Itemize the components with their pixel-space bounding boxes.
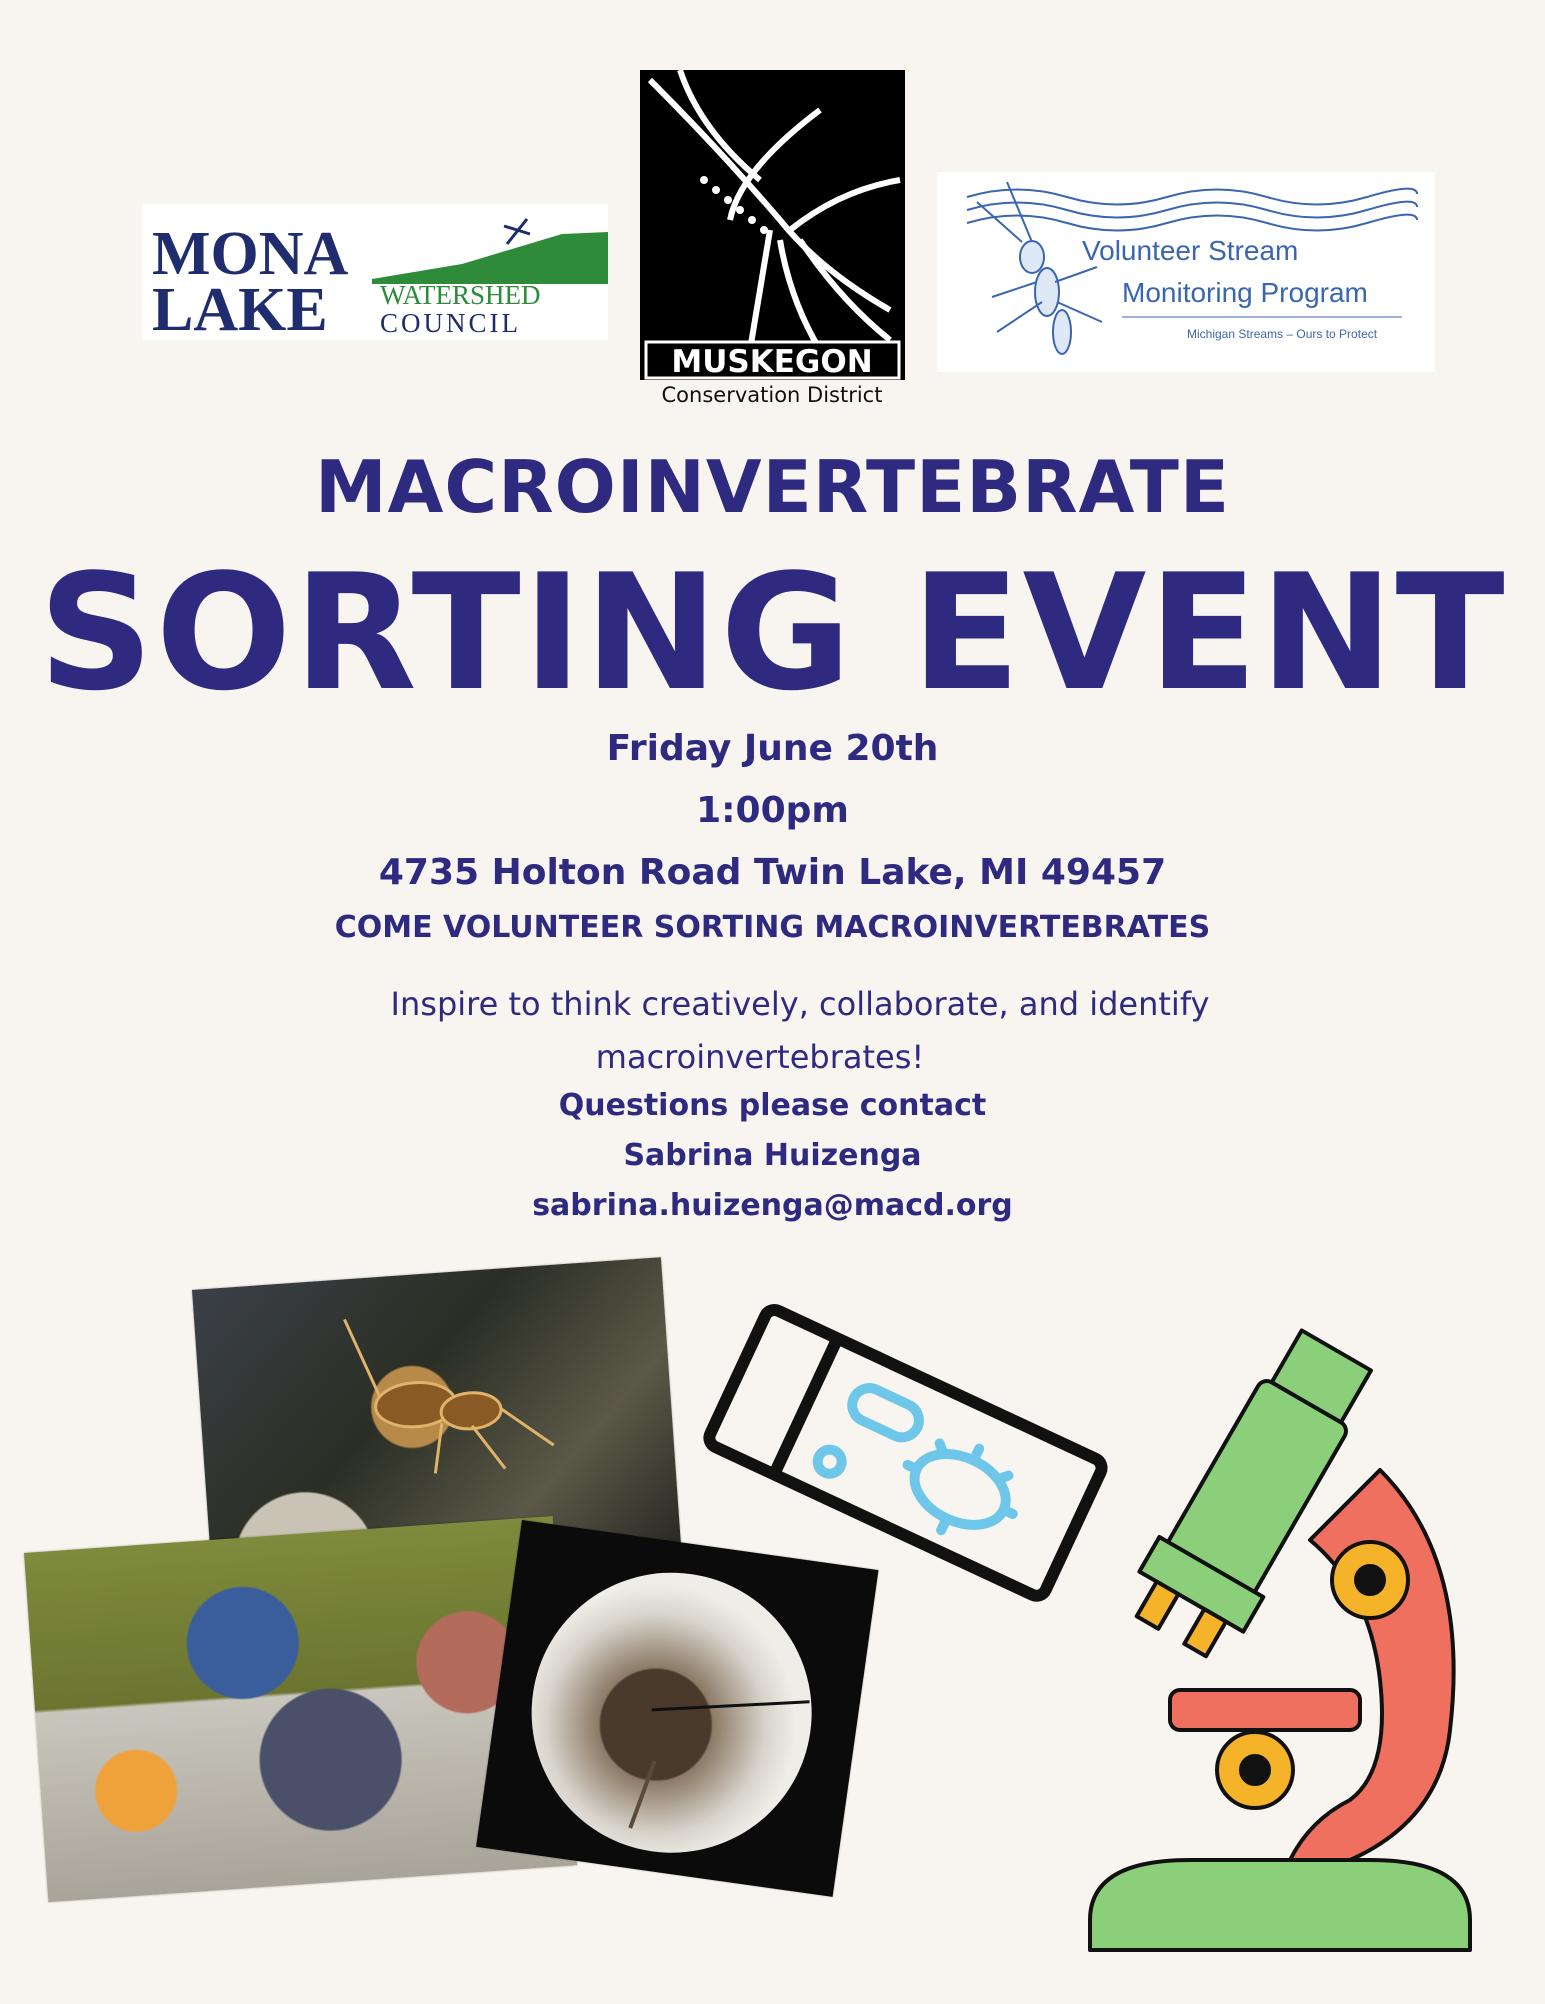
watershed-text: WATERSHED — [380, 280, 541, 310]
vsmp-logo-graphic — [937, 172, 1435, 372]
description-line1: Inspire to think creatively, collaborate, and identify — [390, 985, 1210, 1023]
mona-text: MONA — [152, 220, 349, 288]
muskegon-logo — [640, 70, 905, 406]
lake-text: LAKE — [152, 276, 328, 340]
vsmp-tagline: Michigan Streams – Ours to Protect — [1187, 327, 1378, 341]
vsmp-logo — [937, 172, 1435, 372]
vsmp-line1: Volunteer Stream — [1082, 235, 1299, 266]
call-to-action: COME VOLUNTEER SORTING MACROINVERTEBRATES — [334, 910, 1211, 945]
muskegon-name: MUSKEGON — [671, 344, 873, 380]
microscope-illustration — [1050, 1300, 1520, 2000]
council-text: COUNCIL — [380, 308, 521, 338]
mona-lake-logo — [142, 204, 608, 340]
event-address: 4735 Holton Road Twin Lake, MI 49457 — [378, 852, 1167, 893]
water-waves-icon — [967, 189, 1417, 231]
title-small: MACROINVERTEBRATE — [314, 445, 1231, 529]
stonefly-icon — [977, 182, 1102, 354]
muskegon-sub: Conservation District — [661, 383, 883, 406]
title-large: SORTING EVENT — [38, 539, 1507, 726]
muskegon-logo-graphic — [640, 70, 905, 406]
mona-lake-logo-graphic — [142, 204, 608, 340]
event-date: Friday June 20th — [606, 728, 939, 769]
dragonfly-icon — [504, 219, 530, 244]
event-time: 1:00pm — [696, 790, 849, 831]
description-line2: macroinvertebrates! — [595, 1038, 925, 1076]
contact-email[interactable]: sabrina.huizenga@macd.org — [532, 1188, 1013, 1223]
contact-name: Sabrina Huizenga — [623, 1138, 922, 1173]
contact-intro: Questions please contact — [558, 1088, 987, 1123]
microscope-icon — [1050, 1300, 1520, 2000]
vsmp-line2: Monitoring Program — [1122, 277, 1368, 308]
